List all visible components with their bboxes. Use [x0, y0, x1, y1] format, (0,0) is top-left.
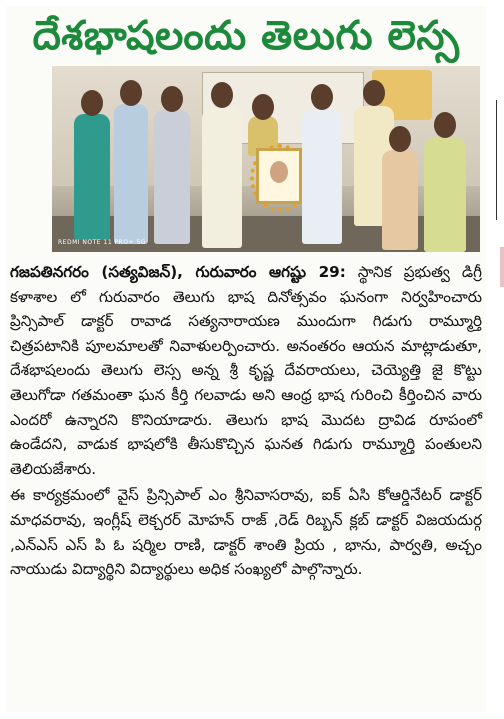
person-8	[382, 150, 418, 250]
event-photo	[52, 66, 480, 252]
person-5-head	[252, 94, 274, 120]
newspaper-clipping	[6, 6, 486, 712]
paragraph-1-text: స్థానిక ప్రభుత్వ డిగ్రీ కళాశాల లో గురువారం తెలుగు భాష దినోత్సవం ఘనంగా నిర్వహించారు ప్రిన్సిపాల్ డాక్టర్ రావాడ సత్యనారాయణ ముందుగా గిడుగు రామ్మూర్తి చిత్రపటానికి పూలమాలతో నివాళులర్పించారు. అనంతరం ఆయన మాట్లాడుతూ, దేశభాషలందు తెలుగు లెస్స అన్న శ్రీ కృష్ణ దేవరాయలు, చెయ్యెత్తి జై కొట్టు తెలుగోడా గతమంతా ఘన కీర్తి గలవాడు అని ఆంధ్ర భాష గురించి కీర్తించిన వారు ఎందరో ఉన్నారని కొనియాడారు. తెలుగు భాష మొదట ద్రావిడ రూపంలో ఉండేదని, వాడుక భాషలోకి తీసుకొచ్చిన ఘనత గిడుగు రామ్మూర్తి పంతులని తెలియజేశారు.	[10, 263, 482, 478]
person-1	[74, 114, 110, 240]
person-4-head	[211, 82, 233, 108]
portrait-frame	[256, 148, 302, 204]
adjacent-column-edge	[496, 100, 504, 220]
person-3	[154, 110, 190, 244]
camera-watermark: REDMI NOTE 11 PRO+ 5G	[58, 239, 146, 246]
adjacent-column-mark	[500, 247, 504, 287]
person-9-head	[434, 112, 456, 138]
person-7-head	[363, 80, 385, 106]
portrait-face	[270, 161, 288, 183]
headline: దేశభాషలందు తెలుగు లెస్స	[32, 13, 460, 59]
article-body	[6, 260, 486, 712]
article-paragraph-2	[6, 483, 486, 581]
person-8-head	[389, 126, 411, 152]
person-2-head	[120, 80, 142, 106]
person-6-head	[311, 84, 333, 110]
person-2	[114, 104, 148, 244]
dateline: గజపతినగరం (సత్యవిజన్), గురువారం ఆగష్టు 29:	[10, 263, 346, 281]
person-4	[202, 108, 242, 248]
person-9	[424, 138, 466, 252]
person-3-head	[161, 86, 183, 112]
person-1-head	[81, 90, 103, 116]
person-6	[302, 110, 342, 244]
paragraph-2-text: ఈ కార్యక్రమంలో వైస్ ప్రిన్సిపాల్ ఎం శ్రీనివాసరావు, ఐక్ ఏసి కోఆర్డినేటర్ డాక్టర్ మాధవరావు, ఇంగ్లీష్ లెక్చరర్ మోహన్ రాజ్ ,రెడ్ రిబ్బన్ క్లబ్ డాక్టర్ విజయదుర్గ ,ఎన్ఎస్ ఎస్ పి ఓ షర్మిల రాణి, డాక్టర్ శాంతి ప్రియ , భాను, పార్వతి, అచ్చం నాయుడు విద్యార్థిని విద్యార్థులు అధిక సంఖ్యలో పాల్గొన్నారు.	[10, 486, 482, 579]
article-paragraph-1	[6, 260, 486, 481]
